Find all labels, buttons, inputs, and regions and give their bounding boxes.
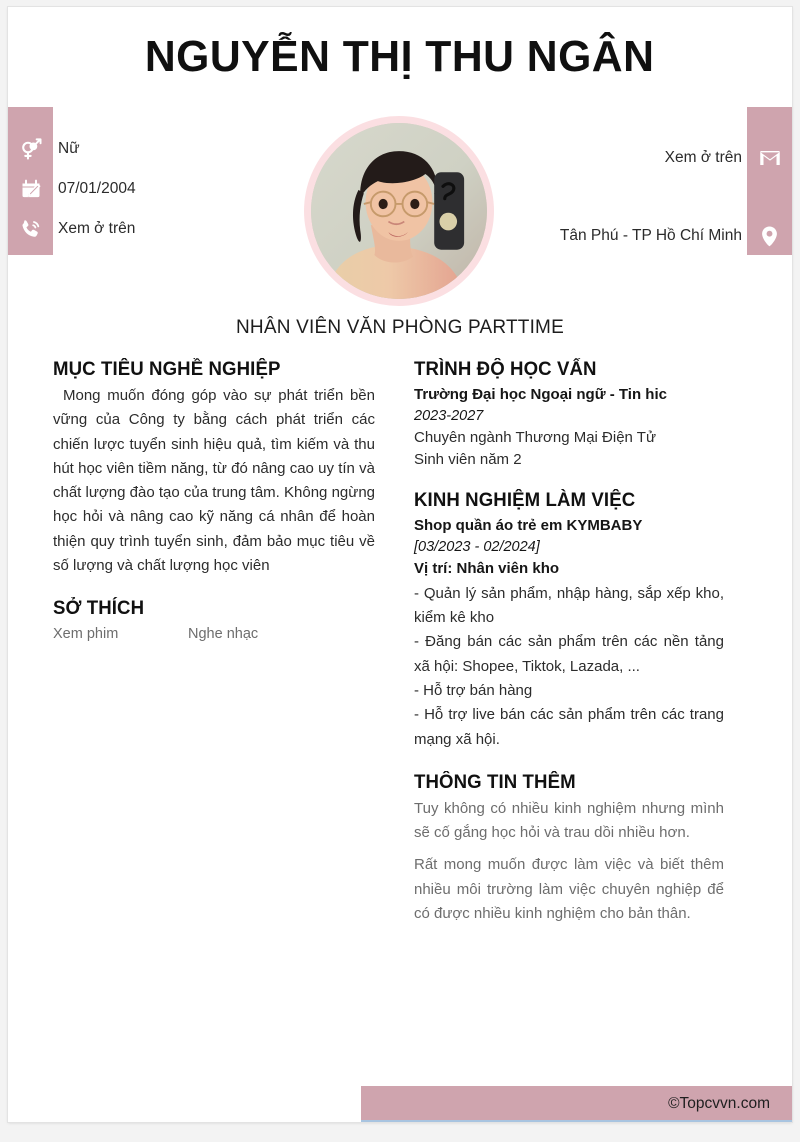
phone-icon xyxy=(18,209,43,249)
objective-body: Mong muốn đóng góp vào sự phát triển bền vững của Công ty bằng cách phát triển các chiến lược tuyển sinh hiệu quả, tìm kiếm và thu hút học viên tiềm năng, từ đó nâng cao uy tín và chất lượng đào tạo của trung tâm. Không ngừng học hỏi và nâng cao kỹ năng cá nhân để hoàn thiện quy trình tuyển sinh, đảm bảo mục tiêu về số lượng và chất lượng học viên xyxy=(53,387,375,575)
education-school: Trường Đại học Ngoại ngữ - Tin hic xyxy=(414,386,667,403)
section-hobbies xyxy=(53,598,375,642)
contact-value-email: Xem ở trên xyxy=(664,149,742,166)
cv-page xyxy=(8,7,792,1122)
profile-photo-graphic xyxy=(311,123,487,299)
footer-credit: ©Topcvvn.com xyxy=(668,1095,770,1112)
gender-icon xyxy=(18,129,44,169)
spacer xyxy=(414,470,724,490)
experience-bullet: - Đăng bán các sản phẩm trên các nền tảng xã hội: Shopee, Tiktok, Lazada, ... xyxy=(414,633,724,675)
contact-strip xyxy=(8,107,792,319)
additional-paragraph-1: Tuy không có nhiều kinh nghiệm nhưng mình sẽ cố gắng học hỏi và trau dồi nhiều hơn. xyxy=(414,799,724,842)
cv-header xyxy=(8,7,792,107)
page-title: NGUYỄN THỊ THU NGÂN xyxy=(145,32,655,81)
experience-bullet: - Hỗ trợ live bán các sản phẩm trên các trang mạng xã hội. xyxy=(414,706,724,748)
section-title-education: TRÌNH ĐỘ HỌC VẤN xyxy=(414,359,597,380)
section-title-hobbies: SỞ THÍCH xyxy=(53,598,145,620)
spacer xyxy=(53,578,375,598)
section-experience xyxy=(414,490,724,752)
spacer xyxy=(414,752,724,772)
calendar-icon xyxy=(19,169,43,209)
hobby-list xyxy=(53,626,375,642)
profile-photo xyxy=(311,123,487,299)
section-title-objective: MỤC TIÊU NGHỀ NGHIỆP xyxy=(53,359,281,380)
section-title-experience: KINH NGHIỆM LÀM VIỆC xyxy=(414,490,636,512)
additional-paragraph-2: Rất mong muốn được làm việc và biết thêm nhiều môi trường làm việc chuyên nghiệp để có được nhiều kinh nghiệm cho bản thân. xyxy=(414,856,724,923)
location-pin-icon xyxy=(757,217,782,255)
section-education xyxy=(414,359,724,470)
education-major: Chuyên ngành Thương Mại Điện Tử xyxy=(414,428,656,446)
hobby-item-1: Xem phim xyxy=(53,626,119,643)
cv-column-left xyxy=(53,359,375,642)
experience-company: Shop quần áo trẻ em KYMBABY xyxy=(414,517,643,535)
contact-list-left xyxy=(58,107,268,255)
section-additional-info xyxy=(414,772,724,926)
footer-bar xyxy=(361,1086,792,1122)
contact-icon-bar-left xyxy=(8,107,53,255)
contact-value-birthdate: 07/01/2004 xyxy=(58,180,136,197)
job-title: NHÂN VIÊN VĂN PHÒNG PARTTIME xyxy=(236,317,564,338)
cv-column-right xyxy=(414,359,724,926)
education-status: Sinh viên năm 2 xyxy=(414,450,522,468)
contact-item-phone xyxy=(58,209,135,249)
footer-accent-line xyxy=(361,1120,792,1122)
hobby-item-2: Nghe nhạc xyxy=(188,626,259,643)
contact-item-birthdate xyxy=(58,169,136,209)
contact-value-phone: Xem ở trên xyxy=(58,220,136,237)
section-title-additional-info: THÔNG TIN THÊM xyxy=(414,771,576,793)
contact-list-right xyxy=(462,107,742,255)
email-icon xyxy=(757,139,783,177)
contact-icon-bar-right xyxy=(747,107,792,255)
experience-bullet: - Quản lý sản phẩm, nhập hàng, sắp xếp kho, kiểm kê kho xyxy=(414,584,724,627)
contact-item-email xyxy=(665,139,742,177)
contact-value-gender: Nữ xyxy=(58,140,80,157)
experience-period: [03/2023 - 02/2024] xyxy=(414,539,540,556)
experience-bullet: - Hỗ trợ bán hàng xyxy=(414,681,533,699)
contact-value-address: Tân Phú - TP Hồ Chí Minh xyxy=(559,227,742,244)
section-objective xyxy=(53,359,375,578)
contact-item-gender xyxy=(58,129,80,169)
contact-item-address xyxy=(560,217,742,255)
experience-bullet-list xyxy=(414,582,724,752)
education-years: 2023-2027 xyxy=(414,407,484,424)
experience-position: Vị trí: Nhân viên kho xyxy=(414,560,560,578)
